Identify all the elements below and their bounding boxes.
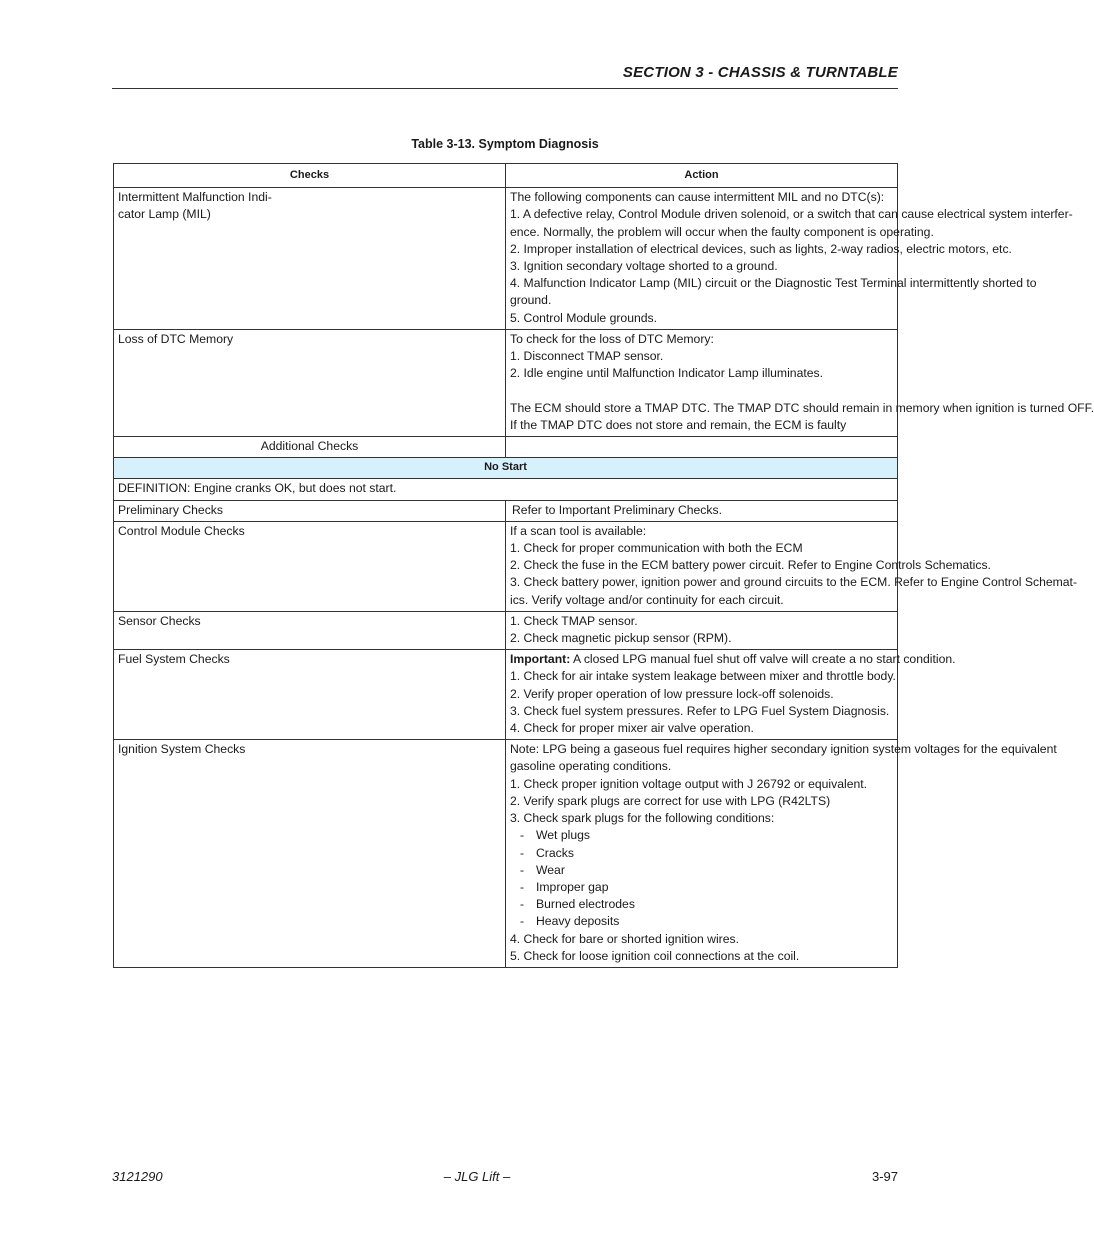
- action-line: 2. Check the fuse in the ECM battery power circuit. Refer to Engine Controls Schematics.: [510, 558, 991, 573]
- action-line: 1. Check TMAP sensor.: [510, 613, 638, 628]
- action-line: To check for the loss of DTC Memory:: [510, 331, 714, 346]
- action-line: 2. Check magnetic pickup sensor (RPM).: [510, 631, 732, 646]
- action-line: 1. Check for air intake system leakage between mixer and throttle body.: [510, 669, 896, 684]
- action-line: 2. Idle engine until Malfunction Indicator Lamp illuminates.: [510, 366, 823, 381]
- table-row: [114, 611, 898, 649]
- action-line: ground.: [510, 293, 552, 308]
- column-header-checks: Checks: [114, 164, 506, 188]
- action-line: 5. Control Module grounds.: [510, 310, 658, 325]
- condition-text: Wet plugs: [536, 828, 590, 843]
- action-line: gasoline operating conditions.: [510, 759, 672, 774]
- action-line: 4. Check for proper mixer air valve operation.: [510, 721, 754, 736]
- action-line: If the TMAP DTC does not store and remain, the ECM is faulty: [510, 417, 847, 432]
- check-fuel-system: Fuel System Checks: [114, 650, 506, 740]
- column-header-action: Action: [506, 164, 898, 188]
- check-sensor: Sensor Checks: [114, 611, 506, 649]
- list-item: [510, 896, 893, 913]
- action-dtc-memory: [506, 329, 1094, 436]
- action-fuel-system: [506, 650, 956, 740]
- action-line: The ECM should store a TMAP DTC. The TMAP DTC should remain in memory when ignition is turned OFF.: [510, 400, 1094, 415]
- spacer: [510, 382, 893, 399]
- list-item: [510, 845, 893, 862]
- action-line: Note: LPG being a gaseous fuel requires higher secondary ignition system voltages for the equivalent: [510, 742, 1057, 757]
- action-line: ence. Normally, the problem will occur when the faulty component is operating.: [510, 224, 934, 239]
- important-text: A closed LPG manual fuel shut off valve will create a no start condition.: [570, 652, 956, 667]
- symptom-diagnosis-table: [113, 163, 1094, 968]
- action-preliminary: Refer to Important Preliminary Checks.: [506, 500, 898, 521]
- check-text: Intermittent Malfunction Indi-: [118, 190, 272, 205]
- footer-center: – JLG Lift –: [443, 1169, 511, 1184]
- table-row: [114, 329, 898, 436]
- dash-bullet: -: [520, 879, 525, 894]
- check-ignition-system: Ignition System Checks: [114, 740, 506, 968]
- action-line: 5. Check for loose ignition coil connections at the coil.: [510, 948, 800, 963]
- action-line: 2. Improper installation of electrical devices, such as lights, 2-way radios, electric motors, etc.: [510, 241, 1012, 256]
- list-item: [510, 913, 893, 930]
- dash-bullet: -: [520, 828, 525, 843]
- action-line: 4. Malfunction Indicator Lamp (MIL) circuit or the Diagnostic Test Terminal intermittently shorted to: [510, 276, 1037, 291]
- table-header-row: [114, 164, 898, 188]
- check-preliminary: Preliminary Checks: [114, 500, 506, 521]
- section-row-no-start: [114, 458, 898, 479]
- check-dtc-memory: Loss of DTC Memory: [114, 329, 506, 436]
- action-line: If a scan tool is available:: [510, 523, 647, 538]
- action-line: 1. A defective relay, Control Module driven solenoid, or a switch that can cause electrical system interfer-: [510, 207, 1073, 222]
- condition-text: Wear: [536, 862, 565, 877]
- header-divider: [112, 88, 898, 89]
- definition-text: DEFINITION: Engine cranks OK, but does not start.: [114, 479, 898, 500]
- check-additional: Additional Checks: [114, 437, 506, 458]
- table-row: [114, 650, 898, 740]
- action-ignition-system: [506, 740, 1057, 968]
- check-control-module: Control Module Checks: [114, 521, 506, 611]
- condition-text: Heavy deposits: [536, 914, 620, 929]
- table-row: [114, 740, 898, 968]
- table-row: [114, 521, 898, 611]
- footer-doc-number: 3121290: [112, 1169, 163, 1184]
- table-caption: Table 3-13. Symptom Diagnosis: [411, 137, 599, 151]
- list-item: [510, 862, 893, 879]
- dash-bullet: -: [520, 862, 525, 877]
- action-line: 3. Check fuel system pressures. Refer to LPG Fuel System Diagnosis.: [510, 703, 890, 718]
- action-sensor: [506, 611, 898, 649]
- action-additional-empty: [506, 437, 898, 458]
- important-label: Important:: [510, 652, 571, 667]
- important-note: [510, 651, 956, 668]
- action-line: The following components can cause intermittent MIL and no DTC(s):: [510, 190, 885, 205]
- action-line: 2. Verify proper operation of low pressure lock-off solenoids.: [510, 686, 834, 701]
- section-heading-no-start: No Start: [114, 458, 898, 479]
- section-title: SECTION 3 - CHASSIS & TURNTABLE: [622, 64, 898, 81]
- table-row: [114, 500, 898, 521]
- action-line: 1. Check proper ignition voltage output with J 26792 or equivalent.: [510, 776, 868, 791]
- action-line: 3. Check spark plugs for the following conditions:: [510, 811, 775, 826]
- dash-bullet: -: [520, 914, 525, 929]
- action-line: 2. Verify spark plugs are correct for use with LPG (R42LTS): [510, 793, 831, 808]
- action-line: 1. Disconnect TMAP sensor.: [510, 349, 664, 364]
- action-line: 3. Check battery power, ignition power and ground circuits to the ECM. Refer to Engine Control Schemat-: [510, 575, 1078, 590]
- action-line: 3. Ignition secondary voltage shorted to a ground.: [510, 259, 778, 274]
- footer-page-number: 3-97: [871, 1169, 898, 1184]
- action-control-module: [506, 521, 1078, 611]
- check-text: cator Lamp (MIL): [118, 207, 211, 222]
- condition-text: Burned electrodes: [536, 897, 635, 912]
- table-row: [114, 479, 898, 500]
- table-row: [114, 437, 898, 458]
- dash-bullet: -: [520, 845, 525, 860]
- table-row: [114, 188, 898, 330]
- dash-bullet: -: [520, 897, 525, 912]
- list-item: [510, 827, 893, 844]
- action-line: 1. Check for proper communication with both the ECM: [510, 541, 803, 556]
- condition-text: Cracks: [536, 845, 574, 860]
- action-line: ics. Verify voltage and/or continuity for each circuit.: [510, 592, 784, 607]
- check-intermittent-mil: [114, 188, 506, 330]
- action-intermittent-mil: [506, 188, 1073, 330]
- list-item: [510, 879, 893, 896]
- condition-text: Improper gap: [536, 879, 609, 894]
- action-line: 4. Check for bare or shorted ignition wires.: [510, 931, 739, 946]
